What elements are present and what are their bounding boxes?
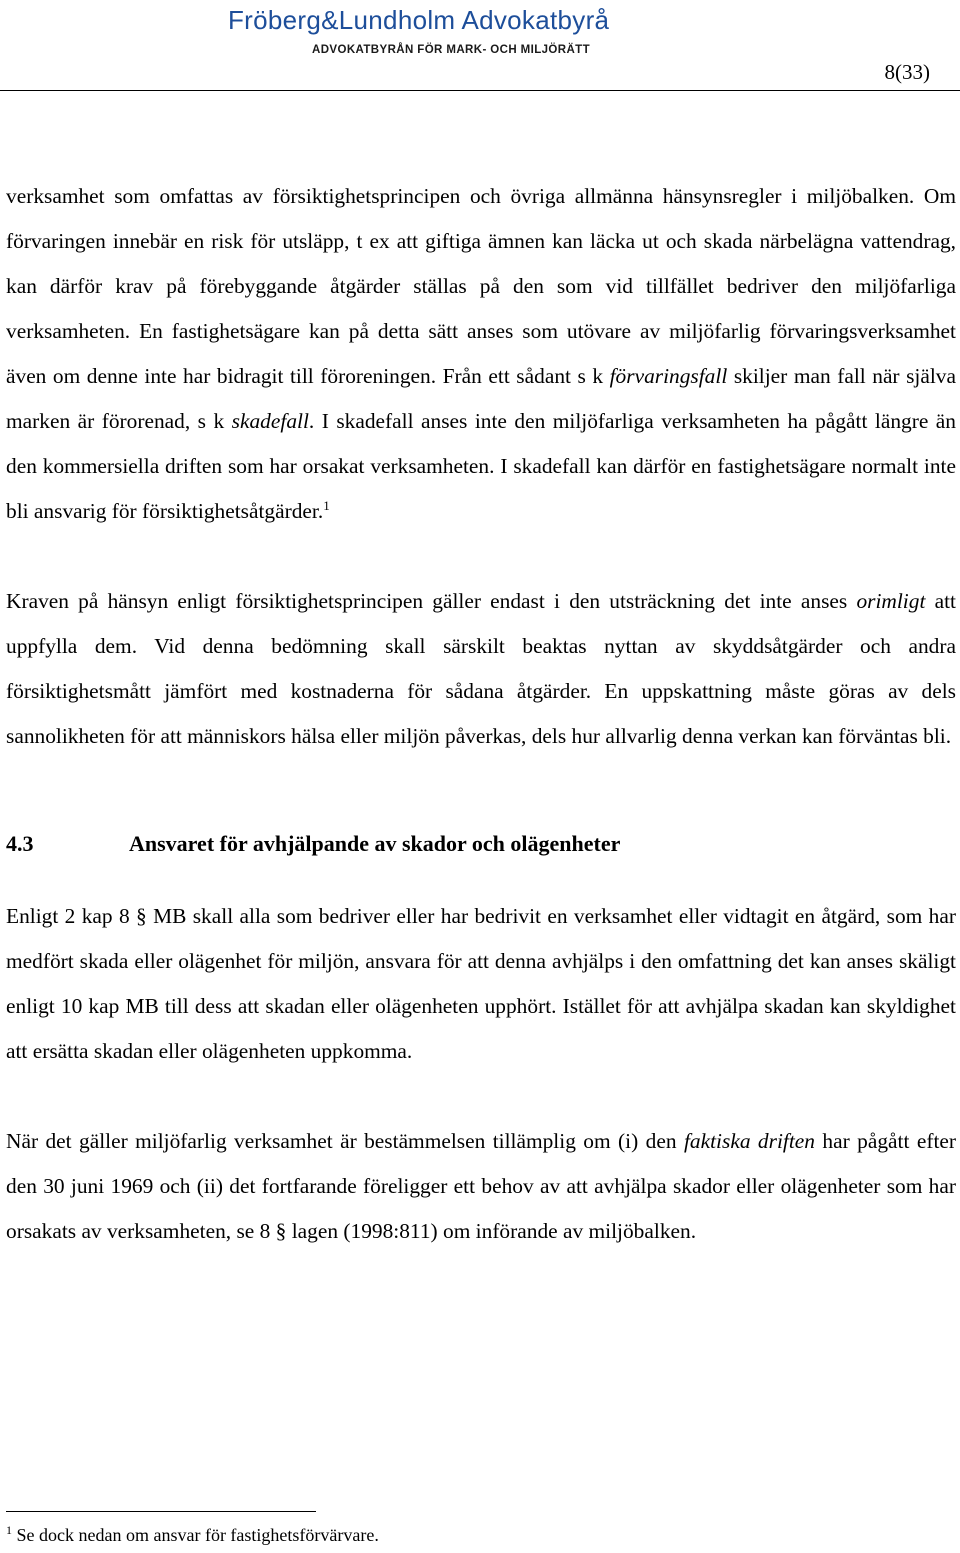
paragraph-text: Enligt 2 kap 8 § MB skall alla som bedriver eller har bedrivit en verksamhet eller vidtagit en åtgärd, som har medfört skada eller olägenhet för miljön, ansvara för att denna avhjälps i den omfattning det kan anses skäligt enligt 10 kap MB till dess att skadan eller olägenheten upphört. Istället för att avhjälpa skadan kan skyldighet att ersätta skadan eller olägenheten uppkomma.	[6, 904, 956, 1063]
section-title: Ansvaret för avhjälpande av skador och olägenheter	[129, 831, 621, 856]
emphasis-term: förvaringsfall	[609, 364, 728, 388]
footnote	[6, 1523, 379, 1547]
logo-wordmark: Fröberg&Lundholm Advokatbyrå	[228, 5, 610, 35]
footnote-divider	[6, 1511, 316, 1512]
footnote-number: 1	[6, 1523, 12, 1537]
paragraph-text: Kraven på hänsyn enligt försiktighetsprincipen gäller endast i den utsträckning det inte anses	[6, 589, 857, 613]
emphasis-term: orimligt	[856, 589, 926, 613]
paragraph-text: har pågått efter den 30 juni 1969 och (ii) det fortfarande föreligger ett behov av att avhjälpa skador eller olägenheter som har orsakats av verksamheten, se 8 § lagen (1998:811) om införande av miljöbalken.	[6, 1129, 956, 1243]
emphasis-term: skadefall	[231, 409, 309, 433]
header-divider	[0, 90, 960, 91]
section-number: 4.3	[6, 831, 34, 856]
emphasis-term: faktiska driften	[683, 1129, 815, 1153]
paragraph-text: . I skadefall anses inte den miljöfarliga verksamheten ha pågått längre än den kommersiella driften som har orsakat verksamheten. I skadefall kan därför en fastighetsägare normalt inte bli ansvarig för försiktighetsåtgärder.	[6, 409, 956, 523]
footnote-reference[interactable]: 1	[323, 497, 330, 513]
logo-tagline: ADVOKATBYRÅN FÖR MARK- OCH MILJÖRÄTT	[312, 44, 591, 56]
page-number: 8(33)	[884, 60, 930, 84]
paragraph-1	[6, 174, 956, 534]
paragraph-2	[6, 579, 956, 759]
paragraph-4	[6, 1119, 956, 1254]
paragraph-text: skiljer man fall när själva marken är förorenad, s k	[6, 364, 956, 433]
paragraph-text: När det gäller miljöfarlig verksamhet är bestämmelsen tillämplig om (i) den	[6, 1129, 684, 1153]
paragraph-text: att uppfylla dem. Vid denna bedömning skall särskilt beaktas nyttan av skyddsåtgärder och andra försiktighetsmått jämfört med kostnaderna för sådana åtgärder. En uppskattning måste göras av dels sannolikheten för att människors hälsa eller miljön påverkas, dels hur allvarlig denna verkan kan förväntas bli.	[6, 589, 956, 748]
paragraph-3	[6, 894, 956, 1074]
section-heading	[6, 821, 956, 866]
firm-logo	[228, 5, 610, 56]
footnote-text: Se dock nedan om ansvar för fastighetsförvärvare.	[12, 1525, 379, 1545]
document-body	[6, 174, 956, 1254]
paragraph-text: verksamhet som omfattas av försiktighetsprincipen och övriga allmänna hänsynsregler i miljöbalken. Om förvaringen innebär en risk för utsläpp, t ex att giftiga ämnen kan läcka ut och skada närbelägna vattendrag, kan därför krav på förebyggande åtgärder ställas på den som vid tillfället bedriver den miljöfarliga verksamheten. En fastighetsägare kan på detta sätt anses som utövare av miljöfarlig förvaringsverksamhet även om denne inte har bidragit till föroreningen. Från ett sådant s k	[6, 184, 956, 388]
